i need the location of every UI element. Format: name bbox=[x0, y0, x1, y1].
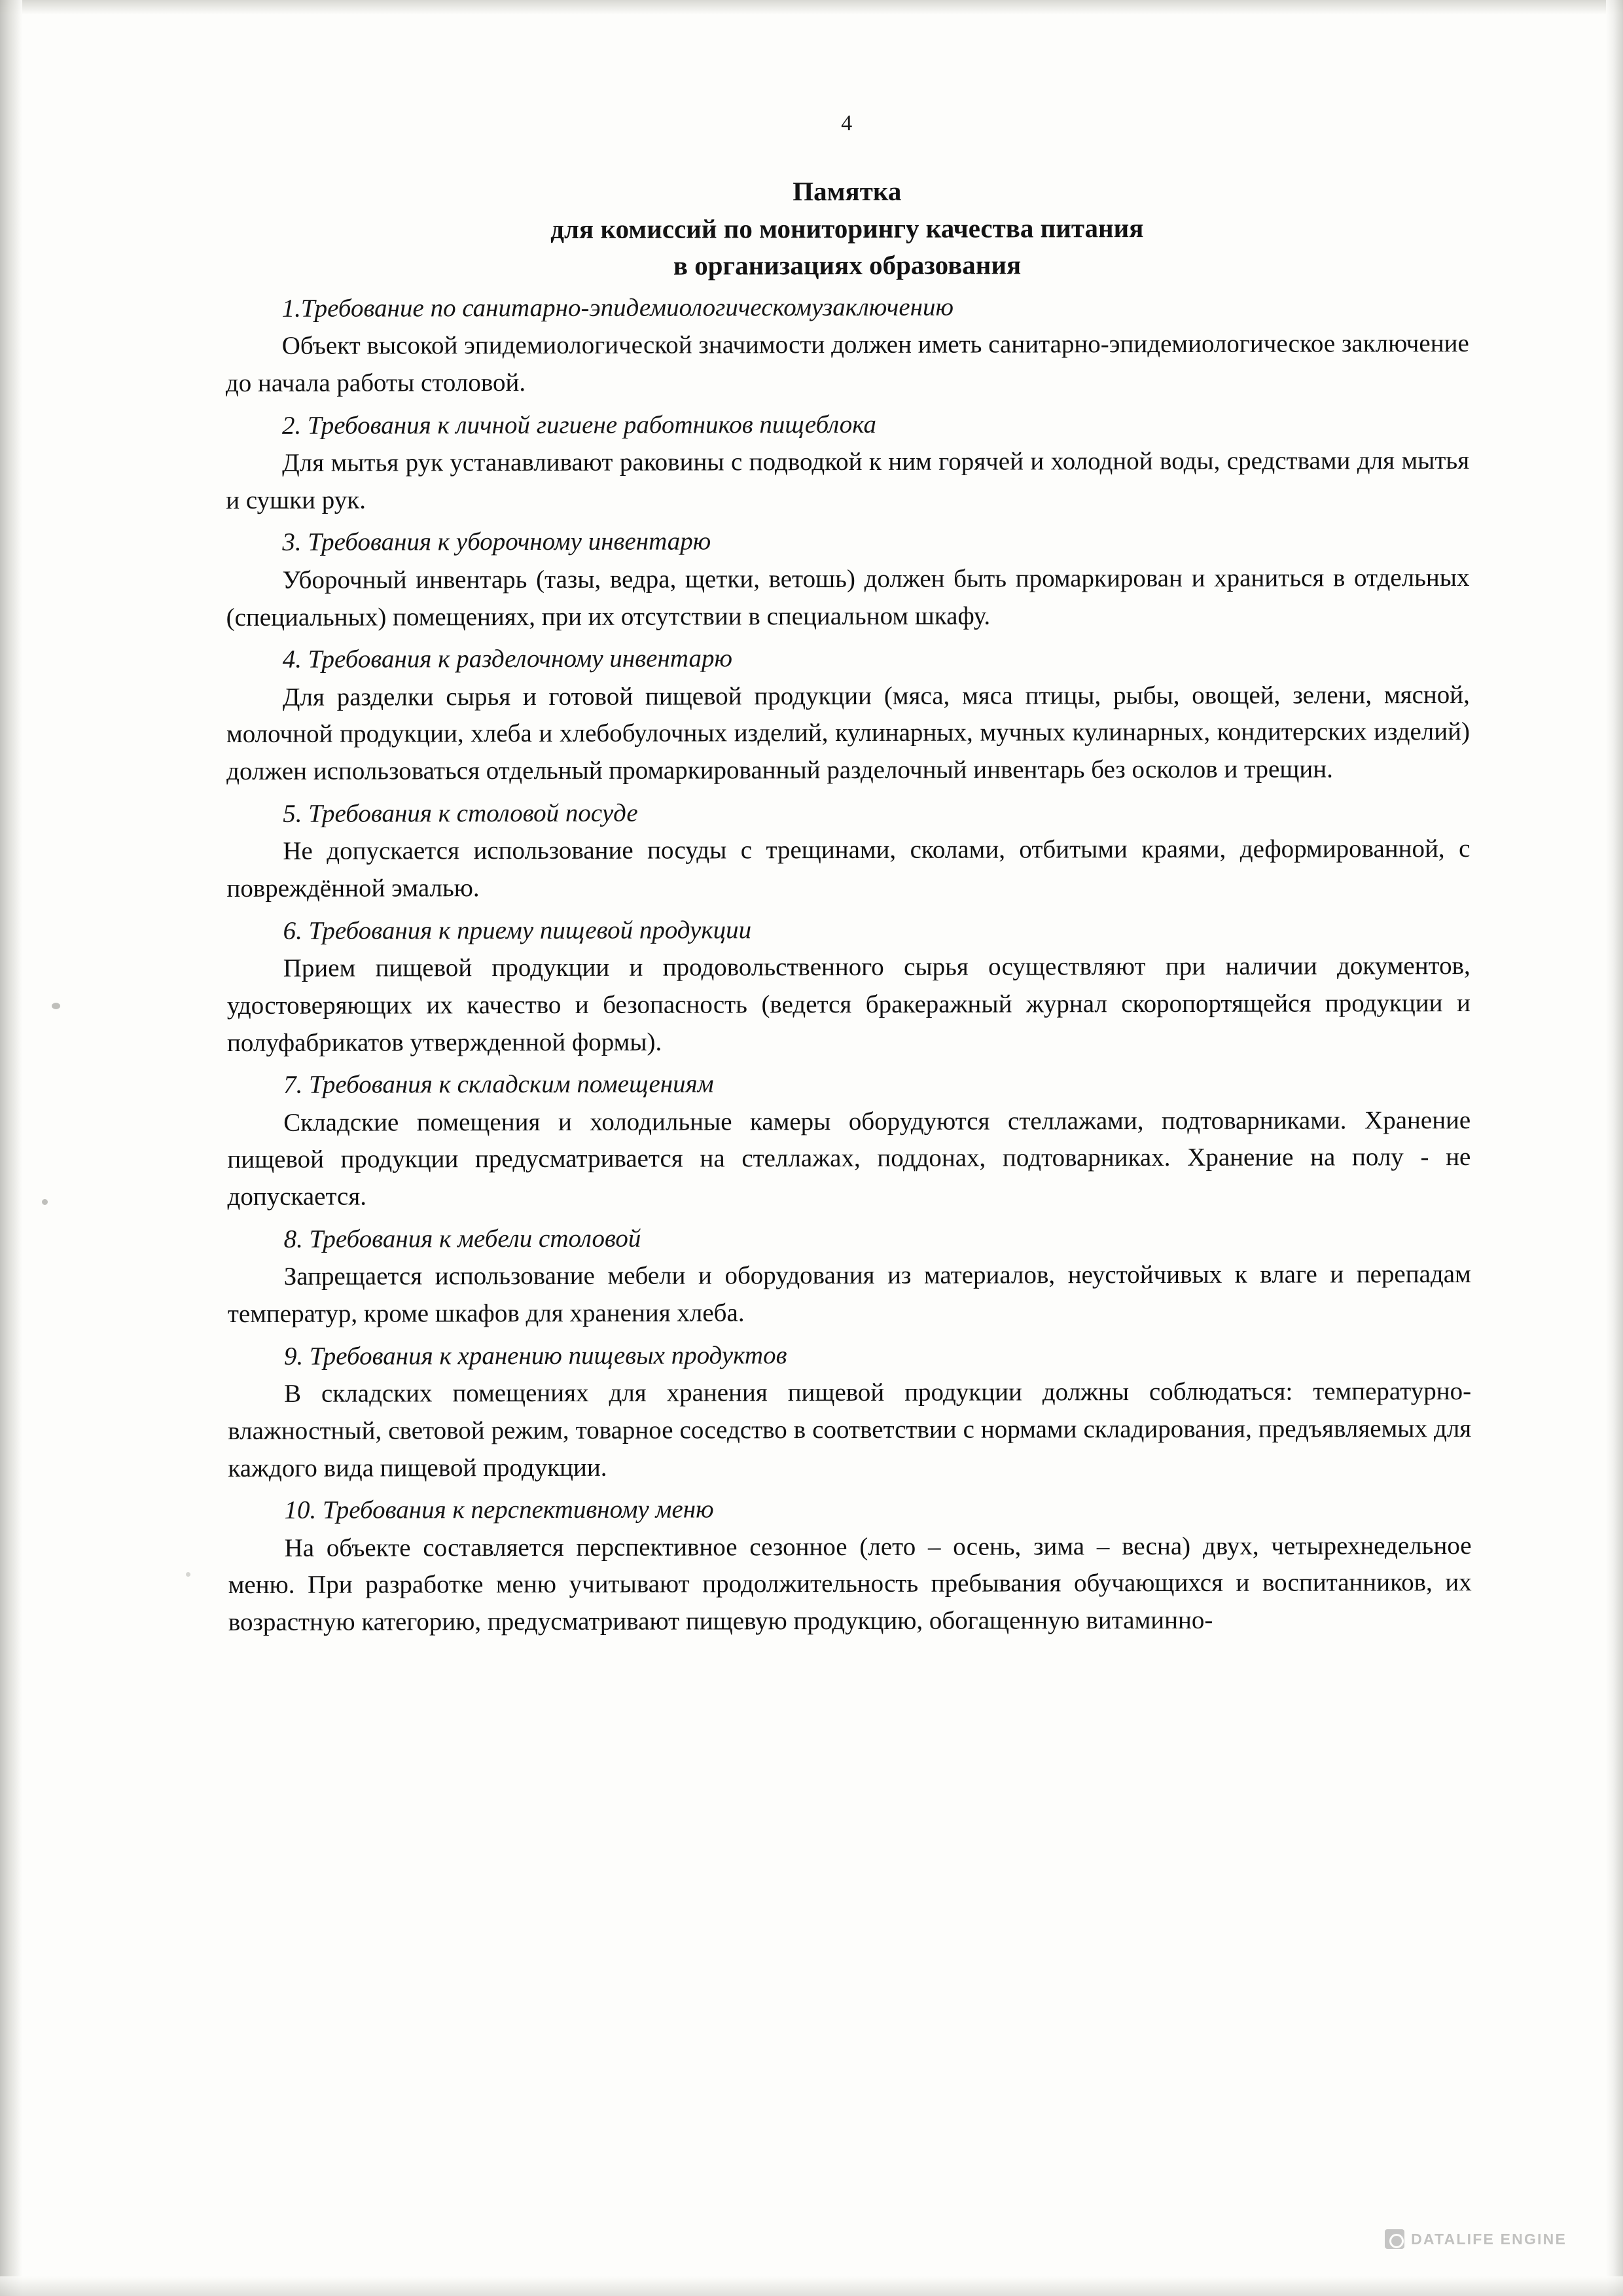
section-heading-7: 7. Требования к складским помещениям bbox=[283, 1069, 714, 1100]
section-heading-4: 4. Требования к разделочному инвентарю bbox=[282, 644, 733, 674]
section-body-2: Для мытья рук устанавливают раковины с подводкой к ним горячей и холодной воды, средствами для мытья и сушки рук. bbox=[226, 446, 1470, 514]
scan-edge-right bbox=[1606, 0, 1623, 2296]
section-heading-9: 9. Требования к хранению пищевых продуктов bbox=[283, 1340, 787, 1371]
watermark bbox=[1385, 2229, 1567, 2249]
scan-speck bbox=[186, 1572, 190, 1577]
section-body-7: Складские помещения и холодильные камеры оборудуются стеллажами, подтоварниками. Хранение пищевой продукции предусматривается на стеллажах, поддонах, подтоварниках. Хранение на полу - не допускается. bbox=[227, 1105, 1471, 1211]
title-line-3: в организациях образования bbox=[673, 249, 1022, 281]
section-body-6: Прием пищевой продукции и продовольственного сырья осуществляют при наличии документов, удостоверяющих их качество и безопасность (ведется бракеражный журнал скоропортящейся продукции и полуфабрикатов утвержденной формы). bbox=[226, 952, 1471, 1057]
scan-speck bbox=[42, 1199, 48, 1205]
title-line-2: для комиссий по мониторингу качества питания bbox=[550, 212, 1144, 244]
section-body-3: Уборочный инвентарь (тазы, ведра, щетки, ветошь) должен быть промаркирован и храниться в отдельных (специальных) помещениях, при их отсутствии в специальном шкафу. bbox=[226, 563, 1470, 632]
watermark-logo-icon bbox=[1385, 2229, 1404, 2249]
section-body-10: На объекте составляется перспективное сезонное (лето – осень, зима – весна) двух, четырехнедельное меню. При разработке меню учитывают продолжительность пребывания обучающихся и воспитанников, их возрастную категорию, предусматривают пищевую продукцию, обогащенную витаминно- bbox=[228, 1531, 1472, 1637]
page-number: 4 bbox=[841, 111, 853, 136]
section-heading-6: 6. Требования к приему пищевой продукции bbox=[283, 916, 752, 945]
scan-edge-bottom bbox=[0, 2276, 1623, 2296]
section-body-8: Запрещается использование мебели и оборудования из материалов, неустойчивых к влаге и перепадам температур, кроме шкафов для хранения хлеба. bbox=[227, 1260, 1471, 1328]
section-heading-1: 1.Требование по санитарно-эпидемиологическомузаключению bbox=[281, 293, 954, 323]
section-body-9: В складских помещениях для хранения пищевой продукции должны соблюдаться: температурно-влажностный, световой режим, товарное соседство в соответствии с нормами складирования, предъявляемых для каждого вида пищевой продукции. bbox=[228, 1377, 1472, 1482]
section-body-4: Для разделки сырья и готовой пищевой продукции (мяса, мяса птицы, рыбы, овощей, зелени, мясной, молочной продукции, хлеба и хлебобулочных изделий, кулинарных, мучных кулинарных, кондитерских изделий) должен использоваться отдельный промаркированный разделочный инвентарь без осколов и трещин. bbox=[226, 680, 1471, 786]
section-heading-2: 2. Требования к личной гигиене работников пищеблока bbox=[281, 410, 877, 440]
section-heading-3: 3. Требования к уборочному инвентарю bbox=[282, 527, 711, 557]
section-heading-5: 5. Требования к столовой посуде bbox=[283, 798, 638, 828]
section-body-1: Объект высокой эпидемиологической значимости должен иметь санитарно-эпидемиологическое заключение до начала работы столовой. bbox=[225, 329, 1469, 397]
section-heading-8: 8. Требования к мебели столовой bbox=[283, 1224, 641, 1253]
section-heading-10: 10. Требования к перспективному меню bbox=[284, 1495, 714, 1525]
paper-sheet bbox=[22, 14, 1606, 2276]
page-title bbox=[225, 171, 1469, 285]
scan-speck bbox=[52, 1003, 60, 1009]
watermark-label: DATALIFE ENGINE bbox=[1411, 2230, 1567, 2248]
scan-edge-left bbox=[0, 0, 22, 2296]
page-content bbox=[225, 110, 1472, 1641]
title-line-1: Памятка bbox=[793, 175, 902, 207]
section-body-5: Не допускается использование посуды с трещинами, сколами, отбитыми краями, деформированной, с повреждённой эмалью. bbox=[226, 834, 1471, 903]
scan-edge-top bbox=[0, 0, 1623, 14]
